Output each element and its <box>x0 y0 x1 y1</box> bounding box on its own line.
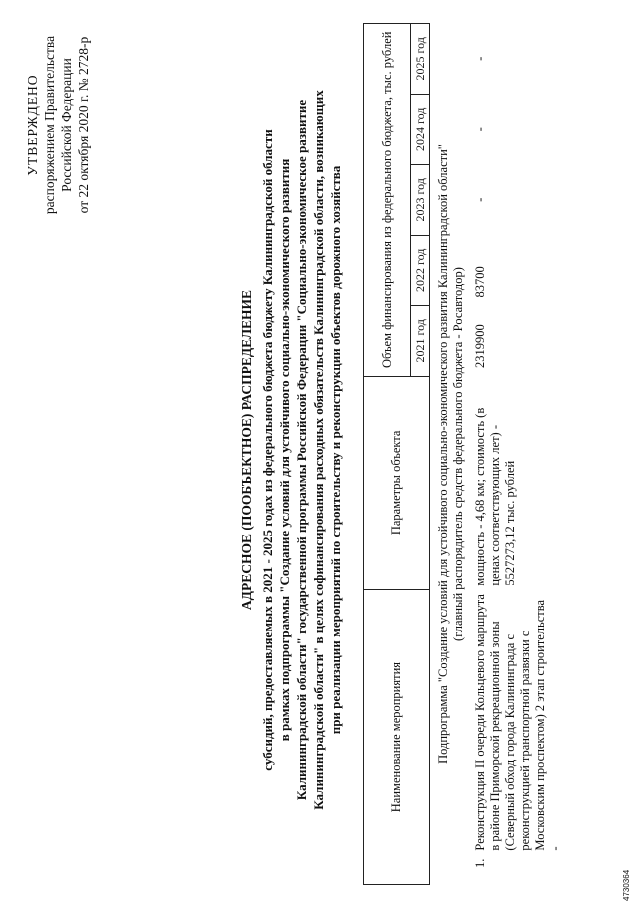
row-params: мощность - 4,68 км; стоимость (в ценах соответствующих лет) - 5527273,12 тыс. рублей <box>473 407 517 586</box>
header-year-2021: 2021 год <box>411 306 430 377</box>
title-line-4: Калининградской области" в целях софинансирования расходных обязательств Калининградской области, возникающих <box>311 90 326 810</box>
subprogram-line-2: (главный распорядитель средств федерального бюджета - Росавтодор) <box>451 267 465 641</box>
row-value-2025: - <box>473 56 487 61</box>
row-value-2023: - <box>473 197 487 202</box>
row-value-2022: 83700 <box>473 266 487 298</box>
approval-stamp <box>24 15 92 235</box>
header-name: Наименование мероприятия <box>364 590 430 885</box>
table-row <box>470 24 563 885</box>
header-year-2023: 2023 год <box>411 165 430 236</box>
row-number: 1. <box>473 858 487 868</box>
row-event-name: Реконструкция II очереди Кольцевого маршрута в районе Приморской рекреационной зоны (Северный обход города Калининграда с реконструкцией транспортной развязки с Московским проспектом) 2 этап строительства - <box>473 594 562 851</box>
header-year-2022: 2022 год <box>411 235 430 306</box>
subprogram-line-1: Подпрограмма "Создание условий для устойчивого социально-экономического развития Калининградской области" <box>436 144 450 764</box>
header-year-2025: 2025 год <box>411 24 430 95</box>
title-main: АДРЕСНОЕ (ПООБЪЕКТНОЕ) РАСПРЕДЕЛЕНИЕ <box>239 289 254 611</box>
document-title <box>238 35 344 865</box>
header-year-2024: 2024 год <box>411 94 430 165</box>
document-id: 4730364 <box>622 869 631 901</box>
approval-line-1: распоряжением Правительства <box>42 35 57 215</box>
title-line-3: Калининградской области" государственной программы Российской Федерации "Социально-экономическое развитие <box>294 99 309 801</box>
row-value-2021: 2319900 <box>473 324 487 369</box>
approval-heading: УТВЕРЖДЕНО <box>25 74 40 176</box>
title-line-5: при реализации мероприятий по строительству и реконструкции объектов дорожного хозяйства <box>328 165 343 735</box>
approval-line-3: от 22 октября 2020 г. № 2728-р <box>76 36 91 214</box>
approval-line-2: Российской Федерации <box>59 58 74 192</box>
header-financing: Объем финансирования из федерального бюджета, тыс. рублей <box>364 24 411 377</box>
header-params: Параметры объекта <box>364 376 430 590</box>
title-line-2: в рамках подпрограммы "Создание условий для устойчивого социально-экономического развития <box>277 158 292 742</box>
subprogram-heading <box>430 24 471 885</box>
title-line-1: субсидий, предоставляемых в 2021 - 2025 годах из федерального бюджета бюджету Калининградской области <box>260 129 275 771</box>
row-value-2024: - <box>473 127 487 132</box>
financing-table <box>363 23 563 885</box>
